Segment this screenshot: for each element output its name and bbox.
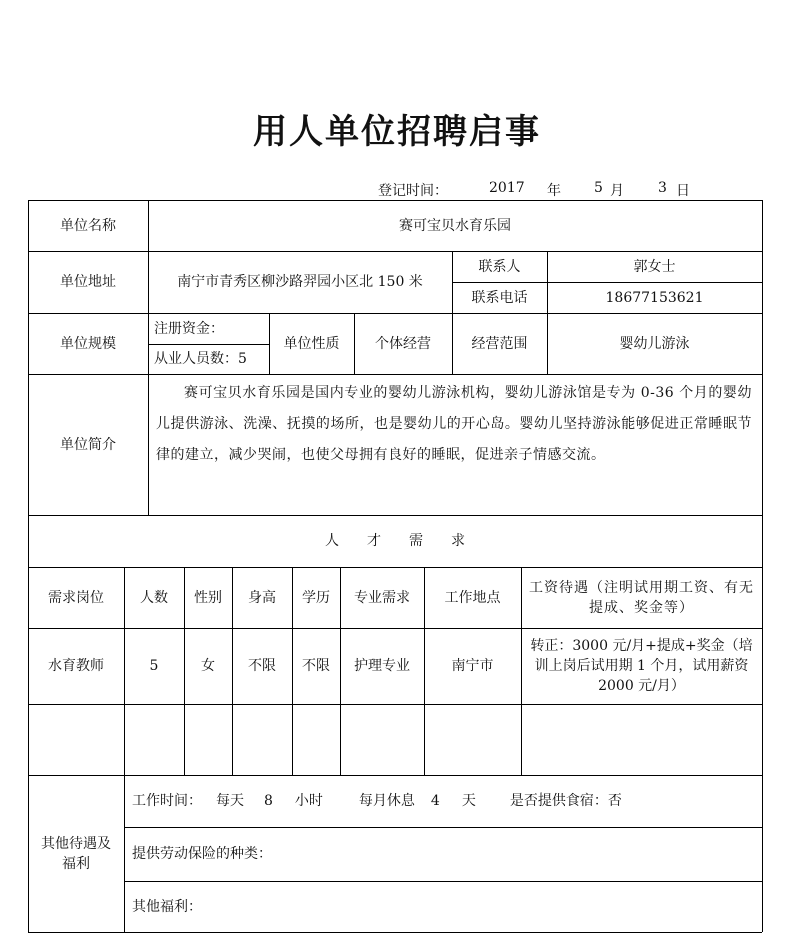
rest-days: 4 — [430, 793, 440, 809]
col-gender: 性别 — [194, 589, 222, 606]
row-major: 护理专业 — [354, 658, 410, 674]
col-position: 需求岗位 — [48, 589, 104, 606]
date-label: 登记时间： — [378, 183, 448, 199]
work-time-prefix: 每天 — [216, 793, 244, 809]
address: 南宁市青秀区柳沙路羿园小区北 150 米 — [177, 274, 423, 290]
staff-count: 从业人员数：5 — [154, 351, 247, 367]
contact-label: 联系人 — [478, 258, 521, 275]
col-count: 人数 — [140, 589, 168, 606]
work-hours-unit: 小时 — [294, 793, 323, 809]
work-time-label: 工作时间： — [132, 793, 202, 809]
date-year-unit: 年 — [547, 183, 561, 199]
row-salary: 转正：3000 元/月+提成+奖金（培训上岗后试用期 1 个月，试用薪资 2000 元/月） — [530, 638, 753, 694]
col-location: 工作地点 — [444, 589, 501, 606]
other-benefits-label: 其他福利： — [132, 898, 202, 915]
contact: 郭女士 — [633, 258, 676, 275]
capital-label: 注册资金： — [154, 320, 224, 337]
date-day: 3 — [658, 180, 667, 196]
address-label: 单位地址 — [60, 274, 116, 290]
rest-label: 每月休息 — [358, 793, 415, 809]
row-location: 南宁市 — [451, 658, 494, 674]
date-day-unit: 日 — [676, 183, 690, 199]
work-hours: 8 — [264, 793, 273, 809]
meal-label: 是否提供食宿：否 — [509, 793, 622, 809]
row-count: 5 — [149, 658, 159, 674]
date-month-unit: 月 — [610, 183, 624, 199]
col-salary: 工资待遇（注明试用期工资、有无提成、奖金等） — [529, 579, 754, 616]
insurance-label: 提供劳动保险的种类： — [132, 846, 272, 862]
intro-label: 单位简介 — [60, 436, 116, 453]
scope-label: 经营范围 — [471, 335, 528, 352]
row-education: 不限 — [302, 658, 330, 674]
page-title: 用人单位招聘启事 — [253, 112, 541, 152]
date-year: 2017 — [489, 180, 525, 196]
talent-heading: 人 才 需 求 — [325, 533, 465, 549]
nature: 个体经营 — [375, 335, 431, 352]
rest-unit: 天 — [461, 793, 476, 809]
row-position: 水育教师 — [48, 658, 104, 674]
scope: 婴幼儿游泳 — [619, 335, 690, 352]
col-major: 专业需求 — [354, 589, 410, 606]
company-name-label: 单位名称 — [60, 217, 116, 234]
phone: 18677153621 — [605, 289, 704, 306]
row-gender: 女 — [201, 658, 215, 674]
phone-label: 联系电话 — [471, 289, 528, 306]
work-time-row — [124, 775, 762, 827]
col-height: 身高 — [248, 589, 276, 606]
company-intro: 赛可宝贝水育乐园是国内专业的婴幼儿游泳机构，婴幼儿游泳馆是专为 0-36 个月的婴幼儿提供游泳、洗澡、抚摸的场所，也是婴幼儿的开心岛。婴幼儿坚持游泳能够促进正常睡眠节律的建立，减少哭闹，也使父母拥有良好的睡眠，促进亲子情感交流。 — [156, 385, 752, 463]
benefits-label: 其他待遇及福利 — [41, 835, 111, 872]
company-name: 赛可宝贝水育乐园 — [399, 217, 511, 234]
nature-label: 单位性质 — [283, 335, 340, 352]
date-month: 5 — [594, 180, 603, 196]
row-height: 不限 — [248, 658, 276, 674]
scale-label: 单位规模 — [60, 335, 116, 352]
col-education: 学历 — [302, 589, 330, 606]
